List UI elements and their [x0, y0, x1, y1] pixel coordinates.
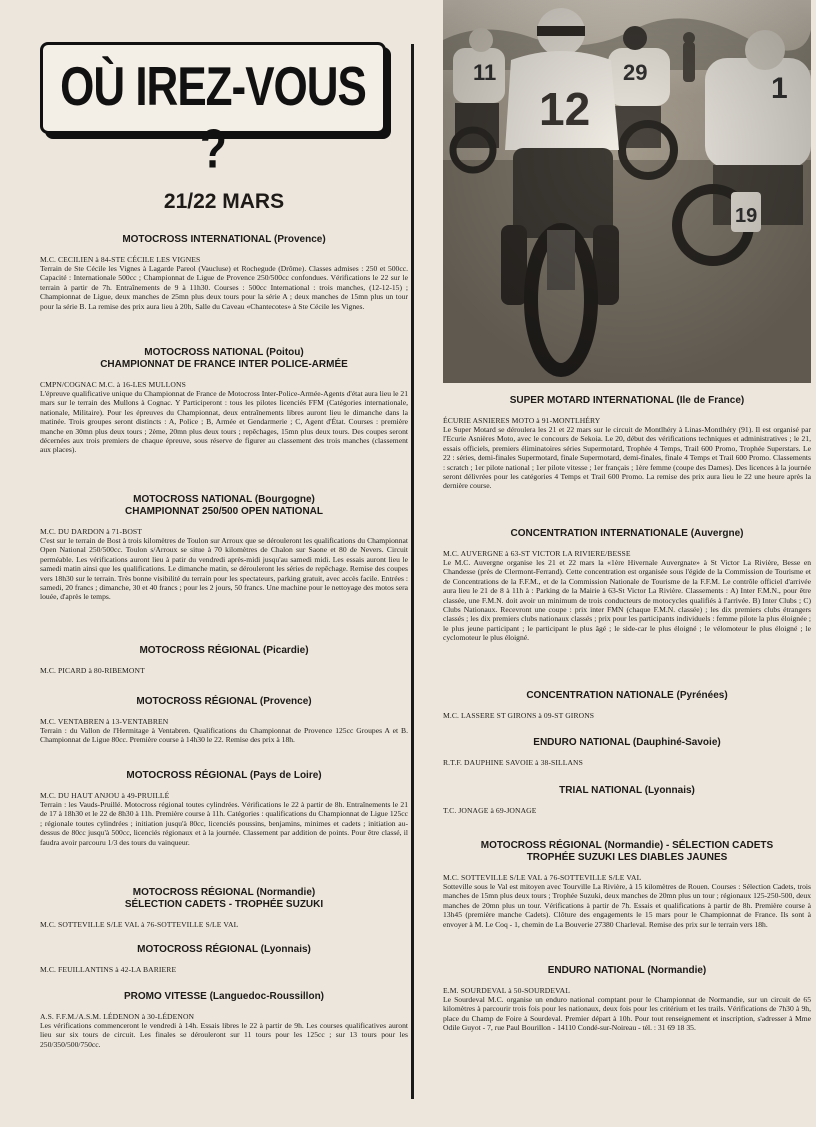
event-motocross-national-poitou	[40, 347, 408, 455]
event-description: Sotteville sous le Val est mitoyen avec Tourville La Rivière, à 15 kilomètres de Rouen. Courses : Sélection Cadets, trois manches de 15mn plus deux tours ; Trophée Suzuki, deux manches de 20mn plus un tour ; régionaux 125-250-500, deux manches de 20mn plus un tour. Vérifications à partir de 7h. Essais et qualifications à partir de 8h. Première course à 13h45 (première manche Cadets). Clôture des engagements le 15 mars pour le Championnat de France. Ils sont à envoyer à M. Le Coq - 1, chemin de La Bouverie 27380 Charleval. Remise des prix sur le terrain vers 18h.	[443, 882, 811, 929]
event-title: MOTOCROSS RÉGIONAL (Pays de Loire)	[126, 770, 322, 781]
event-club: M.C. DU HAUT ANJOU à 49-PRUILLÉ	[40, 791, 170, 800]
event-description: C'est sur le terrain de Bost à trois kilomètres de Toulon sur Arroux que se dérouleront les qualifications du Championnat Open National 250/500cc. Toulon s/Arroux se situe à 70 kilomètres de Chalon sur Saone et 80 de Nevers. Circuit perméable. Les vérifications auront lieu à patir du vendredi après-midi jusqu'au samedi midi. Les essais auront lieu le samedi matin ainsi que les qualifications. Le dimanche matin, se dérouleront les séries de repêchage. Remise des coupes vers 18h30 sur le terrain. Très bonne visibilité du terrain pour les spectateurs, parking gratuit, avec accès facile. Entrées : samedi, 20 francs ; dimanche, 30 et 40 francs ; pour les 2 jours, 50 francs. Une machine pour le nettoyage des motos sera louée, d'après le temps.	[40, 536, 408, 602]
event-title: MOTOCROSS RÉGIONAL (Lyonnais)	[137, 944, 311, 955]
event-club: M.C. CECILIEN à 84-STE CÉCILE LES VIGNES	[40, 255, 201, 264]
event-enduro-national-normandie	[443, 965, 811, 1033]
event-club: M.C. FEUILLANTINS à 42-LA BARIERE	[40, 965, 177, 974]
event-club: ÉCURIE ASNIERES MOTO à 91-MONTLHÉRY	[443, 416, 601, 425]
event-club: R.T.F. DAUPHINE SAVOIE à 38-SILLANS	[443, 758, 583, 767]
event-club: A.S. F.F.M./A.S.M. LÉDENON à 30-LÉDENON	[40, 1012, 195, 1021]
event-motocross-regional-pays-de-loire	[40, 770, 408, 847]
event-title: CONCENTRATION NATIONALE (Pyrénées)	[526, 690, 728, 701]
event-motocross-regional-normandie-cadets	[443, 840, 811, 929]
motocross-photo	[443, 0, 811, 383]
event-club: M.C. SOTTEVILLE S/LE VAL à 76-SOTTEVILLE S/LE VAL	[443, 873, 642, 882]
event-concentration-nationale	[443, 690, 811, 720]
event-enduro-national-dauphine	[443, 737, 811, 767]
event-title: CONCENTRATION INTERNATIONALE (Auvergne)	[510, 528, 744, 539]
event-title: MOTOCROSS RÉGIONAL (Provence)	[136, 696, 312, 707]
event-club: M.C. LASSERE ST GIRONS à 09-ST GIRONS	[443, 711, 595, 720]
event-title: PROMO VITESSE (Languedoc-Roussillon)	[123, 991, 325, 1002]
event-title: MOTOCROSS NATIONAL (Bourgogne) CHAMPIONNAT 250/500 OPEN NATIONAL	[125, 494, 323, 517]
event-club: M.C. VENTABREN à 13-VENTABREN	[40, 717, 169, 726]
event-description: Le M.C. Auvergne organise les 21 et 22 mars la «1ère Hivernale Auvergnate» à St Victor La Rivière, Besse en Chandesse (près de Clermont-Ferrand). Cette concentration est organisée sous l'égide de la Commission de Tourisme et de Concentrations de la F.F.M., et de la Commission Nationale de Tourisme de la F.F.M. Le contrôle officiel d'arrivée aura lieu le 21 de 8 à 11h à : Parking de la Mairie à 63-St Victor La Rivière. Classements : A) Inter F.M.N., pour être classée, une F.M.N. doit avoir un minimum de trois conducteurs de motocycles qualifiés à l'arrivée. B) Inter Clubs ; C) Clubs Nationaux. Recevront une coupe : prix inter FMN (chaque F.M.N. classée) ; les dix premiers clubs étrangers classés ; les dix premiers clubs nationaux classés ; prix pour les participants individuels : femme pilote la plus éloignée ; le plus jeune participant ; le participant le plus âgé ; le side-car le plus éloigné ; le vélomoteur le plus éloigné ; le cyclomoteur le plus éloigné.	[443, 558, 811, 643]
event-club: M.C. PICARD à 80-RIBEMONT	[40, 666, 145, 675]
event-title: TRIAL NATIONAL (Lyonnais)	[559, 785, 695, 796]
event-title: MOTOCROSS RÉGIONAL (Normandie) SÉLECTION CADETS - TROPHÉE SUZUKI	[124, 887, 324, 910]
event-title: MOTOCROSS RÉGIONAL (Picardie)	[139, 645, 309, 656]
event-description: Terrain : du Vallon de l'Hermitage à Ventabren. Qualifications du Championnat de Provence 125cc Groupes A et B. Championnat de Ligue 80cc. Première course à 14h30 le 22. Remise des prix à 18h.	[40, 726, 408, 745]
event-title: SUPER MOTARD INTERNATIONAL (Ile de France)	[509, 395, 745, 406]
event-title: ENDURO NATIONAL (Dauphiné-Savoie)	[533, 737, 721, 748]
event-motocross-regional-normandie	[40, 887, 408, 929]
event-motocross-regional-lyonnais	[40, 944, 408, 974]
event-club: M.C. SOTTEVILLE S/LE VAL à 76-SOTTEVILLE S/LE VAL	[40, 920, 239, 929]
event-description: Le Super Motard se déroulera les 21 et 22 mars sur le circuit de Montlhéry à Linas-Montlhéry (91). Il est organisé par l'Ecurie Asnières Moto, avec le concours de Sekoia. Le 20, début des vérifications techniques et administratives ; le 21, essais officiels, premiers éliminatoires séries Supermotard, Trophée 4 Temps, Trail 600 Promo, Trophée Superstars. Le 22 : séries, demi-finales Supermotard, finale Supermotard, demi-finales, finale 4 Temps et Trail 600 Promo. Classements : scratch ; 1er pilote national ; 1er pilote vitesse ; 1er français ; 1ère femme (coupe des Dames). Des licences à la journée seront délivrées pour les catégories 4 Temps et Trail 600 Promo. La remise des prix aura lieu le 22 une heure après la dernière course.	[443, 425, 811, 491]
title-box	[40, 42, 386, 180]
event-title: ENDURO NATIONAL (Normandie)	[547, 965, 707, 976]
event-title: MOTOCROSS RÉGIONAL (Normandie) - SÉLECTION CADETS TROPHÉE SUZUKI LES DIABLES JAUNES	[480, 840, 774, 863]
event-motocross-regional-provence	[40, 696, 408, 745]
event-club: E.M. SOURDEVAL à 50-SOURDEVAL	[443, 986, 571, 995]
event-trial-national	[443, 785, 811, 815]
event-description: Les vérifications commenceront le vendredi à 14h. Essais libres le 22 à partir de 9h. Les courses qualificatives auront lieu sur six tours de circuit. Les finales se dérouleront sur 11 tours pour les 125cc ; sur 13 tours pour les 250/350/500/750cc.	[40, 1021, 408, 1049]
event-title: MOTOCROSS NATIONAL (Poitou) CHAMPIONNAT DE FRANCE INTER POLICE-ARMÉE	[100, 347, 348, 370]
event-club: M.C. AUVERGNE à 63-ST VICTOR LA RIVIERE/BESSE	[443, 549, 631, 558]
event-motocross-regional-picardie	[40, 645, 408, 675]
event-club: CMPN/COGNAC M.C. à 16-LES MULLONS	[40, 380, 186, 389]
event-description: Terrain : les Vauds-Pruillé. Motocross régional toutes cylindrées. Vérifications le 22 à partir de 8h. Entraînements le 21 de 17 à 18h30 et le 22 de 8h30 à 11h. Première course à 11h. Catégories : qualifications du Championnat de Ligue 125cc ; régionale toutes cylindrées ; initiation jusqu'à 80cc, licenciés poussins, benjamins, minimes et cadets ; initiation au-dessus de 80cc jusqu'à 500cc, licenciés régionaux et à la journée. Classement par addition de points. Pour être classé, il faudra avoir parcouru 1/3 des tours du vainqueur.	[40, 800, 408, 847]
event-motocross-international-provence	[40, 234, 408, 311]
event-description: Le Sourdeval M.C. organise un enduro national comptant pour le Championnat de Normandie, sur un circuit de 65 kilomètres à parcourir trois fois pour les nationaux, deux fois pour les critérium et les trails. Vérifications de 7h30 à 9h, place du Champ de Foire à Sourdeval. Premier départ à 10h. Pour tout renseignement et inscription, s'adresser à Mme Odile Guyot - 7, rue Paul Bourillon - 14110 Condé-sur-Noireau - tél. : 31 69 18 35.	[443, 995, 811, 1033]
column-divider	[411, 44, 414, 1099]
page-title: OÙ IREZ-VOUS ?	[60, 56, 366, 180]
date-heading: 21/22 MARS	[163, 190, 285, 213]
event-promo-vitesse	[40, 991, 408, 1049]
event-concentration-internationale	[443, 528, 811, 643]
event-super-motard-international	[443, 395, 811, 491]
event-description: L'épreuve qualificative unique du Championnat de France de Motocross Inter-Police-Armée-Agents d'état aura lieu le 21 mars sur le terrain des Mullons à Cognac. Y Participeront : tous les pilotes licenciés FFM (Catégories internationale, nationale, Militaire). Pour les épreuves du Championnat, deux entraînements libres auront lieu le dimanche dans la matinée. Trois groupes seront distincts : A, Police ; B, Armée et Gendarmerie ; C, Agent d'État. Courses : première manche en 30mn plus deux tours ; 2ème, 20mn plus deux tours ; repêchages, 15mn plus deux tours. Des coupes seront décernées aux trois premiers de chaque épreuve, sous réserve de figurer au classement des trois manches (classement aux places).	[40, 389, 408, 455]
event-club: T.C. JONAGE à 69-JONAGE	[443, 806, 537, 815]
event-motocross-national-bourgogne	[40, 494, 408, 602]
event-title: MOTOCROSS INTERNATIONAL (Provence)	[122, 234, 326, 245]
event-description: Terrain de Ste Cécile les Vignes à Lagarde Pareol (Vaucluse) et Rochegude (Drôme). Classes admises : 250 et 500cc. Capacité : Internationale 500cc ; Championnat de Ligue de Provence 250/500cc confondues. Vérifications le 22 sur le terrain à partir de 7h. Entraînements de 9 à 11h30. Courses : 500cc International : trois manches, (12-12-15) ; Championnat de Ligue, deux manches de 25mn plus deux tours pour la série A ; deux manches de 15mn plus un tour pour la série B. La remise des prix aura lieu à 20h, Salle du Caveau «Chantecotes» à Ste Cécile les Vignes.	[40, 264, 408, 311]
event-club: M.C. DU DARDON à 71-BOST	[40, 527, 142, 536]
